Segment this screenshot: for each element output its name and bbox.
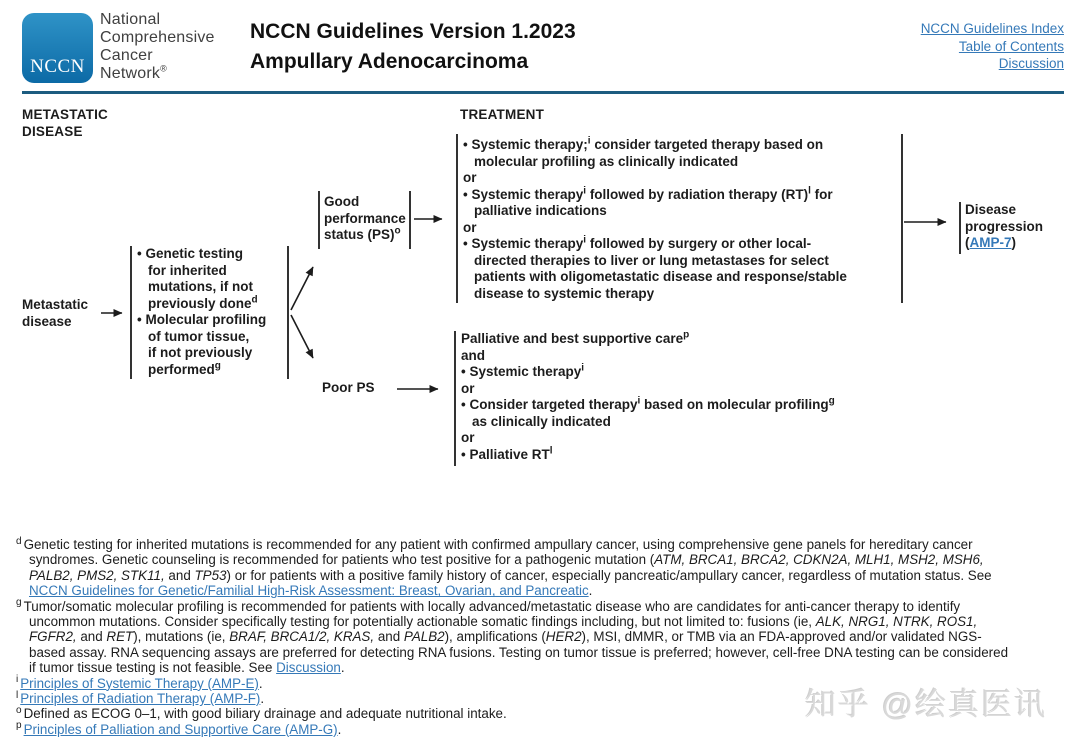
org-line: Comprehensive — [100, 29, 215, 46]
link-discussion[interactable]: Discussion — [276, 660, 341, 676]
registered-mark: ® — [160, 63, 167, 74]
footnote-o: $^o$ Defined as ECOG 0–1, with good biliary drainage and adequate nutritional intake. — [16, 705, 507, 722]
text-line: • Systemic therapy$^i$ — [461, 362, 585, 379]
text-line: (AMP-7) — [965, 235, 1017, 250]
node-good-performance-status — [324, 194, 406, 244]
page-title — [250, 17, 576, 77]
page-title-line2: Ampullary Adenocarcinoma — [250, 50, 529, 73]
box-poor-ps-treatment — [461, 331, 835, 463]
watermark: 知乎 @绘真医讯 — [805, 687, 1048, 722]
text-line: performed$^g$ — [148, 360, 221, 377]
column-header-metastatic-disease: METASTATIC DISEASE — [22, 107, 108, 139]
text-line: molecular profiling as clinically indicated — [474, 153, 739, 169]
link-principles-of-radiation-therapy-amp-f[interactable]: Principles of Radiation Therapy (AMP-F) — [20, 691, 261, 707]
text-line: status (PS)$^o$ — [324, 225, 401, 242]
text-line: and — [461, 347, 486, 363]
text-line: • Systemic therapy$^i$ followed by surgery or other local- — [463, 234, 812, 251]
text-line: or — [463, 170, 477, 185]
text-line: • Palliative $RT^l$ — [461, 445, 553, 462]
node-metastatic-disease — [22, 297, 88, 330]
column-header-treatment: TREATMENT — [460, 107, 545, 122]
nccn-logo-text: NCCN — [30, 56, 85, 77]
text-line: for inherited — [148, 262, 227, 278]
text-line: progression — [965, 218, 1044, 234]
footnote-d: $^d$ Genetic testing for inherited mutations is recommended for any patient with confirmed ampullary cancer, using comprehensive gene panels for hereditary cancer syndromes. Genetic counseling is recommended for patients who test positive for a pathogenic mutation (ATM, BRCA1, BRCA2, CDKN2A, MLH1, MSH2, MSH6, PALB2, PMS2, STK11, and TP53) or for patients with a positive family history of cancer, especially pancreatic/ampullary cancer, regardless of mutation status. See NCCN Guidelines for Genetic/Familial High-Risk Assessment: Breast, Ovarian, and Pancreatic. — [16, 535, 992, 599]
text-line: palliative indications — [474, 203, 607, 218]
text-line: Disease — [965, 202, 1017, 217]
text-line: performance — [324, 210, 406, 226]
text-line: previously done$^d$ — [148, 294, 258, 311]
node-disease-progression — [965, 202, 1043, 252]
header-divider — [22, 91, 1064, 94]
text-line: disease — [22, 313, 72, 329]
footnote-marker: g — [16, 597, 22, 609]
text-line: of tumor tissue, — [148, 328, 250, 344]
link-nccn-guidelines-for-genetic-familial-high-risk-assessment-breast-ovarian-and-pancreatic[interactable]: NCCN Guidelines for Genetic/Familial High-Risk Assessment: Breast, Ovarian, and Pancreatic — [29, 583, 589, 599]
box-good-ps-treatment — [463, 137, 847, 302]
org-name — [100, 11, 215, 83]
text-line: • Consider targeted therapy$^i$ based on molecular profiling$^g$ — [461, 395, 835, 412]
footnote-p: $^p$ Principles of Palliation and Supportive Care (AMP-G). — [16, 720, 342, 737]
link-principles-of-systemic-therapy-amp-e[interactable]: Principles of Systemic Therapy (AMP-E) — [20, 675, 259, 691]
node-genetic-testing — [137, 246, 266, 378]
link-principles-of-palliation-and-supportive-care-amp-g[interactable]: Principles of Palliation and Supportive Care (AMP-G) — [23, 721, 338, 737]
text-line: as clinically indicated — [472, 413, 611, 429]
text-line: • Genetic testing — [137, 246, 243, 261]
text-line: Good — [324, 194, 360, 209]
text-line: Poor PS — [322, 380, 375, 395]
link-amp-7[interactable]: AMP-7 — [969, 235, 1012, 250]
text-line: mutations, if not — [148, 279, 253, 294]
footnote-g: $^g$ Tumor/somatic molecular profiling is recommended for patients with locally advanced/metastatic disease who are candidates for anti-cancer therapy to identify uncommon mutations. Consider specifically testing for potentially actionable somatic findings including, but not limited to: fusions (ie, ALK, NRG1, NTRK, ROS1, FGFR2, and RET), mutations (ie, BRAF, BRCA1/2, KRAS, and PALB2), amplifications (HER2), MSI, dMMR, or TMB via an FDA-approved and/or validated NGS- based assay. RNA sequencing assays are preferred for detecting RNA fusions. Testing on tumor tissue is preferred; however, cell-free DNA testing can be considered if tumor tissue testing is not feasible. See Discussion. — [16, 597, 1009, 676]
header-links — [921, 20, 1064, 73]
text-line: • Molecular profiling — [137, 312, 267, 327]
text-line: or — [461, 380, 475, 396]
text-line: disease to systemic therapy — [474, 285, 655, 301]
text-line: or — [461, 430, 475, 445]
text-line: Palliative and best supportive care$^p$ — [461, 329, 690, 346]
org-line: Cancer — [100, 47, 153, 64]
link-table-of-contents[interactable]: Table of Contents — [958, 38, 1064, 54]
footnote-i: $^i$ Principles of Systemic Therapy (AMP-E). — [16, 674, 263, 691]
footnote-marker: o — [16, 705, 22, 716]
nccn-logo — [22, 13, 93, 83]
node-poor-ps — [322, 380, 375, 397]
link-nccn-guidelines-index[interactable]: NCCN Guidelines Index — [920, 21, 1064, 36]
org-line: National — [100, 11, 161, 28]
link-discussion[interactable]: Discussion — [998, 56, 1064, 71]
text-line: patients with oligometastatic disease and response/stable — [474, 269, 847, 284]
footnote-marker: l — [16, 689, 19, 701]
text-line: if not previously — [148, 345, 253, 360]
footnote-marker: p — [16, 720, 22, 732]
text-line: Metastatic — [22, 297, 89, 312]
text-line: or — [463, 219, 477, 235]
page-title-line1: NCCN Guidelines Version 1.2023 — [250, 20, 576, 43]
org-line: Network® — [100, 63, 167, 82]
text-line: • Systemic therapy$^i$ followed by radiation therapy (RT)$^l$ for — [463, 185, 833, 202]
footnote-l: $^l$ Principles of Radiation Therapy (AMP-F). — [16, 689, 265, 707]
text-line: directed therapies to liver or lung metastases for select — [474, 252, 829, 268]
footnote-marker: d — [16, 535, 22, 547]
text-line: • Systemic therapy;$^i$ consider targeted therapy based on — [463, 135, 824, 152]
footnote-marker: i — [16, 674, 19, 686]
